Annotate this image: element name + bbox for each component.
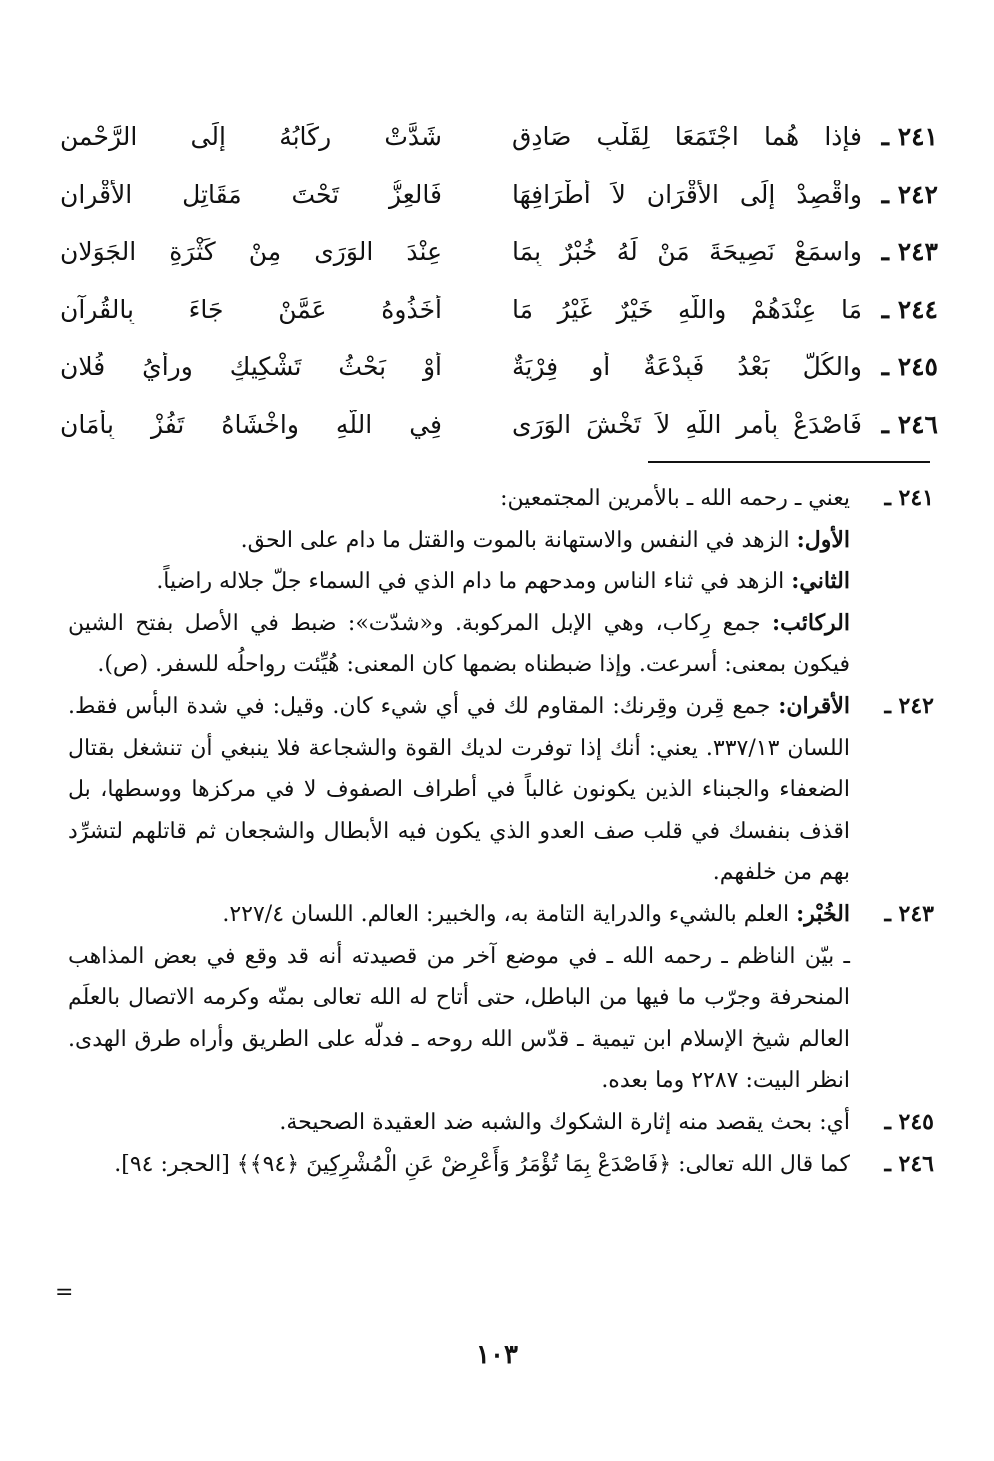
footnote-paragraph (68, 561, 850, 603)
first-hemistich: فإذا هُما اجْتَمَعَا لِقَلْبٍ صَادِقٍ (512, 122, 862, 152)
footnote-number: ٢٤٣ ـ (884, 900, 934, 927)
term-text: جمع قِرن وقِرنك: المقاوم لك في أي شيء كان. وقيل: في شدة البأس فقط. اللسان ٣٣٧/١٣. يعني: أنك إذا توفرت لديك القوة والشجاعة فلا ينبغي أن تنشغل بقتال الضعفاء والجبناء الذين يكونون غالباً في أطراف الصفوف لا في مركزها ووسطها، بل اقذف بنفسك في قلب صف العدو الذي يكون فيه الأبطال والشجعان ثم قاتلهم لتشرِّد بهم من خلفهم. (68, 693, 850, 886)
footnotes (68, 478, 934, 1185)
first-hemistich: فَاصْدَعْ بِأمرِ اللَّهِ لاَ تَخْشَ الوَرَى (512, 409, 862, 439)
verse-242 (60, 166, 938, 224)
verse-244 (60, 281, 938, 339)
verse-number: ٢٤١ ـ (881, 122, 938, 152)
footnote-241 (68, 478, 934, 686)
verse-number: ٢٤٦ ـ (881, 409, 938, 439)
term-label: الركائب: (772, 609, 850, 636)
verse-241 (60, 108, 938, 166)
footnote-paragraph: ـ بيّن الناظم ـ رحمه الله ـ في موضع آخر من قصيدته أنه قد وقع في بعض المذاهب المنحرفة وجرّب ما فيها من الباطل، حتى أتاح له الله تعالى بمنّه وكرمه الاتصال بالعلَم العالم شيخ الإسلام ابن تيمية ـ قدّس الله روحه ـ فدلّه على الطريق وأراه طرق الهدى. انظر البيت: ٢٢٨٧ وما بعده. (68, 943, 850, 1094)
footnote-243 (68, 894, 934, 1102)
footnote-242 (68, 686, 934, 894)
verse-243 (60, 223, 938, 281)
footnote-text: أي: بحث يقصد منه إثارة الشكوك والشبه ضد العقيدة الصحيحة. (279, 1109, 850, 1135)
second-hemistich: أَوْ بَحْثُ تَشْكِيكٍ ورأيُ فُلانِ (60, 352, 442, 382)
footnote-paragraph (68, 686, 850, 894)
term-text: العلم بالشيء والدراية التامة به، والخبير: العالم. اللسان ٢٢٧/٤. (222, 901, 797, 927)
term-label: الثاني: (791, 568, 850, 595)
verse-number: ٢٤٣ ـ (881, 237, 938, 267)
second-hemistich: فِي اللَّهِ واخْشَاهُ تَفُزْ بِأَمَانِ (60, 409, 442, 439)
footnote-text: كما قال الله تعالى: ﴿فَاصْدَعْ بِمَا تُؤْمَرُ وَأَعْرِضْ عَنِ الْمُشْرِكِينَ ﴿٩٤﴾﴾ [الحجر: ٩٤]. (114, 1151, 850, 1177)
term-label: الخُبْر: (796, 900, 850, 927)
footnote-245 (68, 1102, 934, 1144)
verse-number: ٢٤٥ ـ (881, 352, 938, 382)
second-hemistich: فَالعِزُّ تَحْتَ مَقَاتِلِ الأَقْرانِ (60, 179, 442, 209)
page-number: ١٠٣ (476, 1340, 518, 1370)
term-label: الأول: (796, 526, 850, 553)
continuation-mark: = (55, 1280, 74, 1305)
term-text: الزهد في النفس والاستهانة بالموت والقتل ما دام على الحق. (240, 527, 797, 553)
footnote-number: ٢٤٢ ـ (884, 692, 934, 719)
footnote-number: ٢٤٥ ـ (884, 1108, 934, 1135)
footnote-number: ٢٤٦ ـ (884, 1150, 934, 1177)
term-label: الأقران: (778, 692, 850, 719)
footnote-text: يعني ـ رحمه الله ـ بالأمرين المجتمعين: (500, 486, 850, 511)
poem-verses (60, 108, 938, 453)
first-hemistich: واسمَعْ نَصِيحَةَ مَنْ لَهُ خُبْرٌ بِمَا (512, 237, 862, 267)
first-hemistich: واقْصِدْ إِلَى الأقْرَانِ لاَ أطْرَافِهَا (512, 179, 862, 209)
footnote-paragraph (68, 603, 850, 686)
verse-246 (60, 396, 938, 454)
term-text: الزهد في ثناء الناس ومدحهم ما دام الذي في السماء جلّ جلاله راضياً. (156, 569, 792, 595)
first-hemistich: والكُلُّ بَعْدُ فَبِدْعَةٌ أو فِرْيَةٌ (512, 352, 862, 382)
footnote-separator (648, 461, 930, 463)
footnote-246 (68, 1144, 934, 1186)
second-hemistich: أَخَذُوهُ عَمَّنْ جَاءَ بِالقُرآنِ (60, 294, 442, 324)
second-hemistich: شَدَّتْ رِكَابُهُ إِلَى الرَّحْمنِ (60, 122, 442, 152)
footnote-number: ٢٤١ ـ (884, 485, 934, 511)
term-text: جمع رِكاب، وهي الإبل المركوبة. و«شدّت»: ضبط في الأصل بفتح الشين فيكون بمعنى: أسرعت. وإذا ضبطناه بضمها كان المعنى: هُيِّئت رواحلُه للسفر. (ص). (68, 610, 850, 678)
verse-number: ٢٤٢ ـ (881, 179, 938, 209)
footnote-paragraph (68, 520, 850, 562)
footnote-paragraph (68, 894, 850, 936)
second-hemistich: عِنْدَ الوَرَى مِنْ كَثْرَةِ الجَوَلانِ (60, 237, 442, 267)
first-hemistich: مَا عِنْدَهُمْ واللَّهِ خَيْرٌ غَيْرُ مَا (512, 294, 862, 324)
verse-245 (60, 338, 938, 396)
verse-number: ٢٤٤ ـ (881, 294, 938, 324)
